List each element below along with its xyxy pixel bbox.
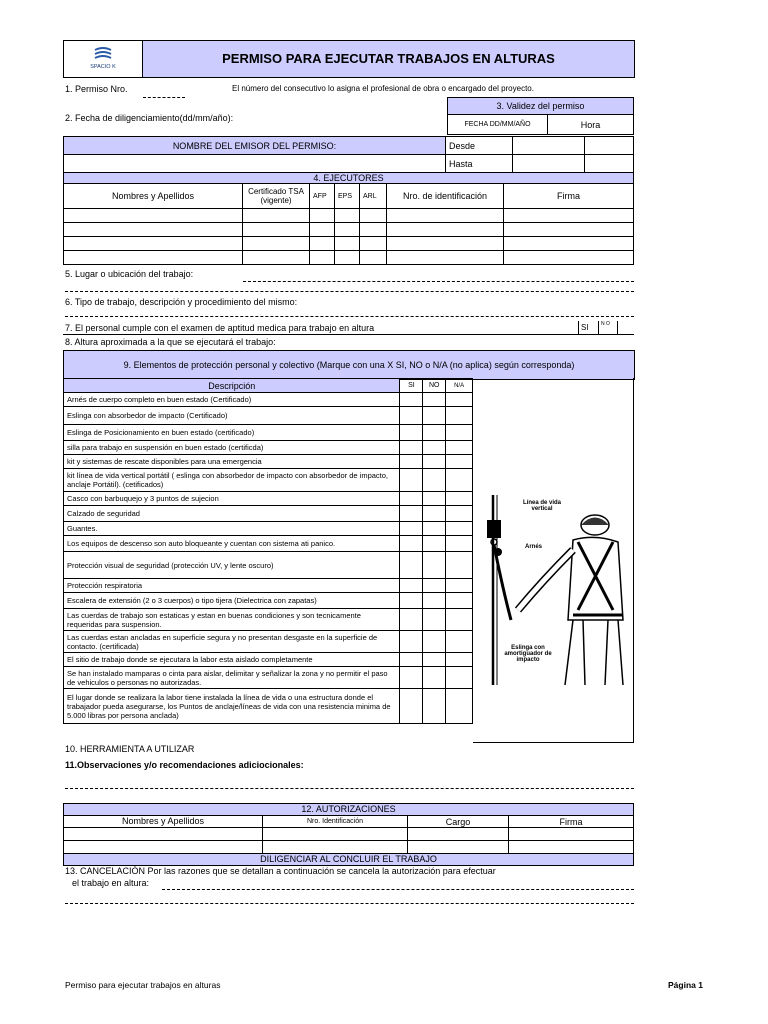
epp-check-no[interactable]: [423, 609, 446, 631]
epp-check-na[interactable]: [446, 653, 473, 667]
altura-label: 8. Altura aproximada a la que se ejecutará el trabajo:: [65, 337, 276, 347]
hasta-hora-cell[interactable]: [585, 155, 634, 173]
logo-icon: [93, 46, 113, 62]
lugar-label: 5. Lugar o ubicación del trabajo:: [65, 269, 194, 279]
epp-check-si[interactable]: [400, 522, 423, 536]
col-arl: ARL: [360, 184, 387, 209]
epp-check-si[interactable]: [400, 407, 423, 425]
epp-check-no[interactable]: [423, 536, 446, 552]
epp-check-no[interactable]: [423, 441, 446, 455]
table-row: [64, 828, 634, 841]
epp-check-na[interactable]: [446, 425, 473, 441]
epp-check-si[interactable]: [400, 455, 423, 469]
epp-check-na[interactable]: [446, 492, 473, 506]
concluir-label: DILIGENCIAR AL CONCLUIR EL TRABAJO: [64, 854, 634, 866]
epp-row: [64, 393, 473, 407]
cancelacion-line-2: el trabajo en altura:: [72, 878, 150, 888]
epp-check-na[interactable]: [446, 407, 473, 425]
epp-item-label: Eslinga con absorbedor de impacto (Certificado): [64, 407, 400, 425]
logo-text: SPACIO K: [90, 64, 116, 70]
herramienta-label: 10. HERRAMIENTA A UTILIZAR: [65, 744, 195, 754]
figure-label-eslinga: Eslinga con amortiguador de impacto: [504, 645, 552, 663]
epp-row: [64, 522, 473, 536]
epp-col-na: N/A: [446, 379, 473, 393]
epp-check-na[interactable]: [446, 522, 473, 536]
desde-fecha-cell[interactable]: [513, 137, 585, 155]
epp-row: [64, 631, 473, 653]
epp-check-si[interactable]: [400, 441, 423, 455]
header: [63, 40, 635, 78]
epp-check-no[interactable]: [423, 653, 446, 667]
epp-check-si[interactable]: [400, 593, 423, 609]
epp-check-na[interactable]: [446, 441, 473, 455]
epp-check-no[interactable]: [423, 579, 446, 593]
epp-item-label: Protección respiratoria: [64, 579, 400, 593]
fecha-label: 2. Fecha de diligenciamiento(dd/mm/año):: [65, 113, 234, 123]
epp-row: [64, 593, 473, 609]
cancelacion-line-1: 13. CANCELACIÓN Por las razones que se detallan a continuación se cancela la autorización para efectuar: [65, 866, 496, 876]
col-identificacion: Nro. de identificación: [387, 184, 504, 209]
epp-check-no[interactable]: [423, 667, 446, 689]
epp-check-no[interactable]: [423, 631, 446, 653]
epp-item-label: Protección visual de seguridad (protección UV, y lente oscuro): [64, 552, 400, 579]
epp-check-na[interactable]: [446, 579, 473, 593]
epp-check-si[interactable]: [400, 393, 423, 407]
desde-label: Desde: [446, 137, 513, 155]
epp-row: [64, 492, 473, 506]
epp-item-label: Se han instalado mamparas o cinta para aislar, delimitar y señalizar la zona y no permitir el paso de vehiculos o personas no autorizadas.: [64, 667, 400, 689]
emisor-table: [63, 136, 634, 173]
ejecutores-table: [63, 172, 634, 265]
epp-check-si[interactable]: [400, 609, 423, 631]
epp-table: [63, 378, 473, 724]
lugar-line-2: [65, 291, 634, 292]
epp-check-si[interactable]: [400, 506, 423, 522]
cancelacion-line-3: [65, 903, 634, 904]
epp-check-na[interactable]: [446, 593, 473, 609]
hasta-fecha-cell[interactable]: [513, 155, 585, 173]
epp-check-no[interactable]: [423, 689, 446, 724]
epp-check-na[interactable]: [446, 609, 473, 631]
epp-check-no[interactable]: [423, 552, 446, 579]
epp-check-no[interactable]: [423, 425, 446, 441]
figure-label-linea: Línea de vida vertical: [522, 500, 561, 512]
hasta-label: Hasta: [446, 155, 513, 173]
epp-row: [64, 609, 473, 631]
epp-row: [64, 653, 473, 667]
validez-title: 3. Validez del permiso: [448, 98, 634, 115]
fecha-col-header: FECHA DD/MM/AÑO: [448, 115, 548, 135]
validez-table: [447, 97, 634, 135]
consecutive-note: El número del consecutivo lo asigna el profesional de obra o encargado del proyecto.: [232, 84, 534, 93]
emisor-name-cell[interactable]: [64, 155, 446, 173]
tipo-field[interactable]: [65, 316, 634, 317]
page-title: PERMISO PARA EJECUTAR TRABAJOS EN ALTURAS: [143, 41, 634, 77]
epp-check-no[interactable]: [423, 506, 446, 522]
epp-check-na[interactable]: [446, 506, 473, 522]
epp-check-si[interactable]: [400, 536, 423, 552]
table-row: [64, 209, 634, 223]
aptitud-no[interactable]: N O: [598, 321, 618, 334]
epp-row: [64, 441, 473, 455]
epp-col-si: SI: [400, 379, 423, 393]
epp-check-no[interactable]: [423, 593, 446, 609]
table-row: [64, 223, 634, 237]
epp-item-label: kit y sistemas de rescate disponibles para una emergencia: [64, 455, 400, 469]
tipo-label: 6. Tipo de trabajo, descripción y procedimiento del mismo:: [65, 297, 298, 307]
cancelacion-field[interactable]: [162, 889, 634, 890]
epp-row: [64, 407, 473, 425]
lugar-field[interactable]: [243, 281, 634, 282]
col-afp: AFP: [310, 184, 335, 209]
aptitud-row: [63, 321, 634, 335]
table-row: [64, 237, 634, 251]
aut-col-cargo: Cargo: [408, 816, 509, 828]
worker-harness-illustration: [473, 490, 633, 690]
epp-row: [64, 425, 473, 441]
epp-row: [64, 552, 473, 579]
aut-col-nombres: Nombres y Apellidos: [64, 816, 263, 828]
ejecutores-title: 4. EJECUTORES: [64, 173, 634, 184]
col-eps: EPS: [335, 184, 360, 209]
col-nombres: Nombres y Apellidos: [64, 184, 243, 209]
epp-check-si[interactable]: [400, 667, 423, 689]
epp-item-label: kit línea de vida vertical portátil ( eslinga con absorbedor de impacto con absorbedor de impacto, anclaje Portátil). (cetificados): [64, 469, 400, 492]
epp-item-label: Las cuerdas de trabajo son estaticas y estan en buenas condiciones y son tecnicamente requeridas para suspension.: [64, 609, 400, 631]
aptitud-si[interactable]: SI: [578, 321, 599, 334]
aptitud-label: 7. El personal cumple con el examen de aptitud medica para trabajo en altura: [65, 323, 375, 333]
epp-item-label: El lugar donde se realizara la labor tiene instalada la línea de vida o una estructura donde el trabajador pueda asegurarse, los Puntos de anclaje/líneas de vida con una resistencia minima de 5.000 libras por persona anclada): [64, 689, 400, 724]
epp-check-na[interactable]: [446, 469, 473, 492]
epp-item-label: Casco con barbuquejo y 3 puntos de sujecion: [64, 492, 400, 506]
autorizaciones-title: 12. AUTORIZACIONES: [64, 804, 634, 816]
epp-check-no[interactable]: [423, 469, 446, 492]
epp-check-na[interactable]: [446, 536, 473, 552]
epp-row: [64, 667, 473, 689]
permiso-nro-field[interactable]: [143, 97, 185, 98]
epp-check-si[interactable]: [400, 425, 423, 441]
epp-row: [64, 689, 473, 724]
table-row: [64, 251, 634, 265]
epp-item-label: El sitio de trabajo donde se ejecutara la labor esta aislado completamente: [64, 653, 400, 667]
epp-item-label: Eslinga de Posicionamiento en buen estado (certificado): [64, 425, 400, 441]
epp-row: [64, 469, 473, 492]
aut-col-identificacion: Nro. Identificación: [263, 816, 408, 828]
aut-col-firma: Firma: [509, 816, 634, 828]
permiso-nro-label: 1. Permiso Nro.: [65, 84, 128, 94]
footer-left: Permiso para ejecutar trabajos en alturas: [65, 980, 221, 990]
emisor-label: NOMBRE DEL EMISOR DEL PERMISO:: [64, 137, 446, 155]
epp-item-label: Escalera de extensión (2 o 3 cuerpos) o tipo tijera (Dielectrica con zapatas): [64, 593, 400, 609]
epp-check-si[interactable]: [400, 492, 423, 506]
epp-item-label: silla para trabajo en suspensión en buen estado (certificda): [64, 441, 400, 455]
footer-right: Página 1: [668, 980, 703, 990]
autorizaciones-table: [63, 803, 634, 866]
epp-figure-panel: [473, 378, 634, 743]
epp-check-no[interactable]: [423, 522, 446, 536]
epp-check-no[interactable]: [423, 393, 446, 407]
observaciones-field[interactable]: [65, 788, 634, 789]
desde-hora-cell[interactable]: [585, 137, 634, 155]
epp-item-label: Calzado de seguridad: [64, 506, 400, 522]
figure-label-arnes: Arnés: [525, 544, 543, 550]
epp-check-no[interactable]: [423, 455, 446, 469]
epp-check-na[interactable]: [446, 393, 473, 407]
epp-check-na[interactable]: [446, 552, 473, 579]
epp-item-label: Los equipos de descenso son auto bloqueante y cuentan con sistema ati panico.: [64, 536, 400, 552]
epp-item-label: Guantes.: [64, 522, 400, 536]
epp-col-no: NO: [423, 379, 446, 393]
epp-row: [64, 455, 473, 469]
epp-check-no[interactable]: [423, 492, 446, 506]
epp-check-si[interactable]: [400, 653, 423, 667]
epp-check-si[interactable]: [400, 579, 423, 593]
epp-check-na[interactable]: [446, 455, 473, 469]
col-tsa: Certificado TSA (vigente): [243, 184, 310, 209]
epp-col-desc: Descripción: [64, 379, 400, 393]
hora-col-header: Hora: [548, 115, 634, 135]
epp-check-si[interactable]: [400, 689, 423, 724]
epp-check-na[interactable]: [446, 667, 473, 689]
epp-item-label: Las cuerdas estan ancladas en superficie segura y no presentan desgaste en la superficie de contacto. (certificada): [64, 631, 400, 653]
observaciones-label: 11.Observaciones y/o recomendaciones adiciocionales:: [65, 760, 304, 770]
fecha-field[interactable]: [272, 98, 447, 136]
epp-check-si[interactable]: [400, 552, 423, 579]
epp-check-na[interactable]: [446, 689, 473, 724]
epp-check-na[interactable]: [446, 631, 473, 653]
table-row: [64, 841, 634, 854]
epp-row: [64, 506, 473, 522]
col-firma: Firma: [504, 184, 634, 209]
epp-check-si[interactable]: [400, 631, 423, 653]
epp-item-label: Arnés de cuerpo completo en buen estado (Certificado): [64, 393, 400, 407]
epp-row: [64, 579, 473, 593]
epp-check-si[interactable]: [400, 469, 423, 492]
epp-check-no[interactable]: [423, 407, 446, 425]
logo: [64, 41, 143, 77]
epp-title: 9. Elementos de protección personal y colectivo (Marque con una X SI, NO o N/A (no aplica) según corresponda): [63, 350, 635, 380]
epp-row: [64, 536, 473, 552]
